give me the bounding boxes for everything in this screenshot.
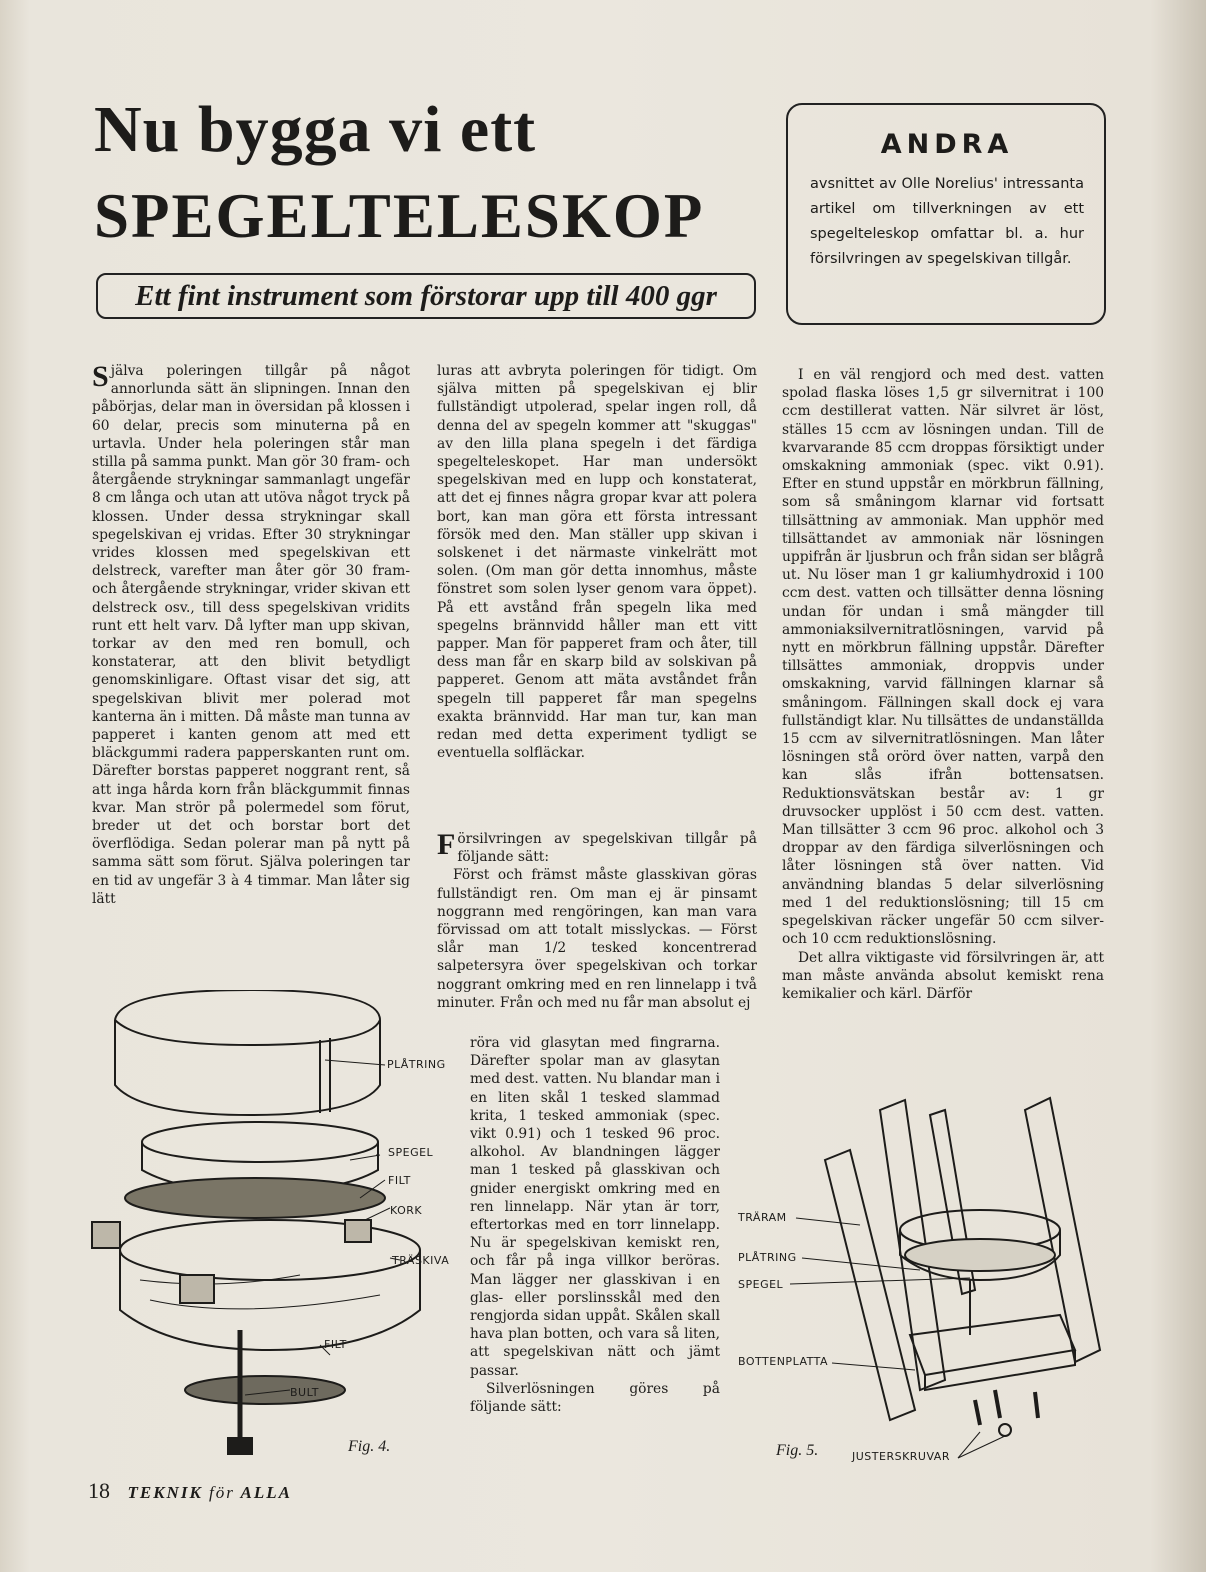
fig5-label-justerskruvar: JUSTERSKRUVAR (852, 1450, 950, 1463)
figure-4 (80, 990, 460, 1470)
fig4-caption: Fig. 4. (348, 1438, 391, 1455)
magazine-name (128, 1483, 292, 1502)
figure-5-drawing (730, 1080, 1110, 1480)
column3-paragraph2: Det allra viktigaste vid försilvringen är, att man måste använda absolut kemiskt rena kemikalier och kärl. Därför (782, 949, 1104, 1002)
dropcap-s: S (92, 360, 109, 393)
column-3 (782, 366, 1104, 1003)
column1-paragraph (92, 362, 410, 908)
fig5-caption: Fig. 5. (776, 1442, 819, 1459)
column2-paragraph2 (437, 830, 757, 866)
page-number: 18 (88, 1478, 110, 1503)
fig4-label-platring: PLÅTRING (387, 1058, 446, 1071)
title-line1: Nu bygga vi ett (94, 93, 537, 166)
magazine-for: för (209, 1483, 235, 1502)
sidebar-heading: ANDRA (880, 129, 1014, 160)
column1-text: jälva poleringen tillgår på något annorlunda sätt än slipningen. Innan den påbörjas, delar man in översidan på klossen i 60 delar, precis som minuterna på en urtavla. Under hela poleringen står man stilla på samma punkt. Man gör 30 fram- och återgående strykningar sammanlagt ungefär 8 cm långa och utan att utöva något tryck på klossen. Under dessa strykningar skall spegelskivan ej vridas. Efter 30 strykningar vrides klossen med spegelskivan ett delstreck, varefter man åter gör 30 fram- och återgående strykningar, vrider skivan ett delstreck osv., till dess spegelskivan vridits runt ett helt varv. Då lyfter man upp skivan, torkar av den med ren bomull, och konstaterar, att den blivit betydligt genomskinligare. Oftast visar det sig, att spegelskivan blivit mer polerad mot kanterna än i mitten. Då måste man tunna av papperet i kanten genom att med ett bläckgummi radera papperskanten runt om. Därefter borstas papperet noggrant rent, så att inga hårda korn från bläckgummit finnas kvar. Man strör på polermedel som förut, breder ut det och borstar bort det överflödiga. Sedan polerar man på nytt på samma sätt som förut. Själva poleringen tar en tid av ungefär 3 à 4 timmar. Man låter sig lätt (92, 363, 410, 907)
column-1 (92, 362, 410, 908)
subtitle-box (96, 273, 756, 319)
magazine-teknik: TEKNIK (127, 1483, 203, 1502)
column-2 (437, 362, 757, 762)
figure-5 (730, 1080, 1110, 1480)
column-2-narrow (470, 1034, 720, 1416)
dropcap-f: F (437, 828, 456, 861)
fig5-label-traram: TRÄRAM (738, 1211, 787, 1224)
column2-paragraph3: Först och främst måste glasskivan göras fullständigt ren. Om man ej är pinsamt noggrann med rengöringen, kan man vara förvissad om att totalt misslyckas. — Först slår man 1/2 tesked koncentrerad salpetersyra över spegelskivan och torkar noggrant omkring med en ren linnelapp i två minuter. Från och med nu får man absolut ej (437, 867, 757, 1011)
fig4-label-bult: BULT (290, 1386, 319, 1399)
title-line2: SPEGELTELESKOP (94, 181, 705, 251)
magazine-alla: ALLA (240, 1483, 292, 1502)
fig4-label-traskiva: TRÄSKIVA (392, 1254, 450, 1267)
sidebar-box (786, 103, 1106, 325)
fig5-label-platring: PLÅTRING (738, 1251, 797, 1264)
fig5-label-spegel: SPEGEL (738, 1278, 784, 1291)
column2-paragraph5: Silverlösningen göres på följande sätt: (470, 1380, 720, 1416)
fig4-label-filt-top: FILT (388, 1174, 411, 1187)
column-2-section (437, 830, 757, 1012)
sidebar-text: avsnittet av Olle Norelius' intressanta artikel om tillverkningen av ett spegelteleskop omfattar bl. a. hur försilvringen av spegelskivan tillgår. (810, 176, 1084, 267)
column2-paragraph4: röra vid glasytan med fingrarna. Därefter spolar man av glasytan med dest. vatten. Nu blandar man i en liten skål 1 tesked slammad krita, 1 tesked ammoniak (spec. vikt 0.91) och 1 tesked 96 proc. alkohol. Av blandningen lägger man 1 tesked på glasskivan och gnider energiskt omkring med en ren linnelapp. När ytan är torr, eftertorkas med en torr linnelapp. Nu är spegelskivan kemiskt ren, och får på inga villkor beröras. Man lägger ner glasskivan i en glas- eller porslinsskål med den rengjorda sidan uppåt. Skålen skall hava plan botten, och vara så liten, att spegelskivan nätt och jämt passar. (470, 1035, 720, 1379)
fig4-label-filt-bottom: FILT (324, 1338, 347, 1351)
fig4-label-kork: KORK (390, 1204, 423, 1217)
column2-paragraph1: luras att avbryta poleringen för tidigt. Om själva mitten på spegelskivan ej blir fullständigt utpolerad, spelar ingen roll, då denna del av spegeln kommer att "skuggas" av den lilla plana spegeln i det färdiga spegelteleskopet. Har man undersökt spegelskivan med en lupp och konstaterat, att det ej finnes några gropar kvar att polera bort, kan man göra ett första intressant försök med den. Man ställer upp skivan i solskenet i det närmaste vinkelrätt mot solen. (Om man gör detta innomhus, måste fönstret som solen lyser genom vara öppet). På ett avstånd från spegeln lika med spegelns brännvidd håller man ett vitt papper. Man för papperet fram och åter, till dess man får en skarp bild av solskivan på papperet. Genom att mäta avståndet från spegeln till papperet får man spegelns exakta brännvidd. Har man tur, kan man redan med detta experiment tydligt se eventuella solfläckar. (437, 363, 757, 762)
column3-paragraph1: I en väl rengjord och med dest. vatten spolad flaska löses 1,5 gr silvernitrat i 100 ccm destillerat vatten. När silvret är löst, ställes 15 ccm av lösningen undan. Till de kvarvarande 85 ccm droppas försiktigt under omskakning ammoniak (spec. vikt 0.91). Efter en stund uppstår en mörkbrun fällning, som så småningom klarnar vid fortsatt tillsättning av ammoniak. Man upphör med tillsättandet av ammoniak när lösningen uppifrån är ljusbrun och från sidan ser blågrå ut. Nu löser man 1 gr kaliumhydroxid i 100 ccm dest. vatten och tillsätter denna lösning undan för undan i små mängder till ammoniaksilvernitratlösningen, varvid på nytt en mörkbrun fällning uppstår. Därefter tillsättes ammoniak, droppvis under omskakning, varvid fällningen klarnar så småningom. Fällningen skall dock ej vara fullständigt klar. Nu tillsättes de undanställda 15 ccm av silvernitratlösningen. Man låter lösningen stå orörd över natten, varpå den kan slås ifrån bottensatsen. Reduktionsvätskan består av: 1 gr druvsocker upplöst i 50 ccm dest. vatten. Man tillsätter 3 ccm 96 proc. alkohol och 3 droppar av den färdiga silverlösningen och låter lösningen stå över natten. Vid användning blandas 5 delar silverlösning med 1 del reduktionslösning; till 15 cm spegelskivan räcker ungefär 50 ccm silver- och 10 ccm reduktionslösning. (782, 367, 1104, 948)
column2-intro: örsilvringen av spegelskivan tillgår på följande sätt: (457, 831, 757, 866)
page-footer (88, 1478, 292, 1504)
fig5-label-bottenplatta: BOTTENPLATTA (738, 1355, 829, 1368)
fig4-label-spegel: SPEGEL (388, 1146, 434, 1159)
subtitle: Ett fint instrument som förstorar upp till 400 ggr (135, 279, 717, 312)
